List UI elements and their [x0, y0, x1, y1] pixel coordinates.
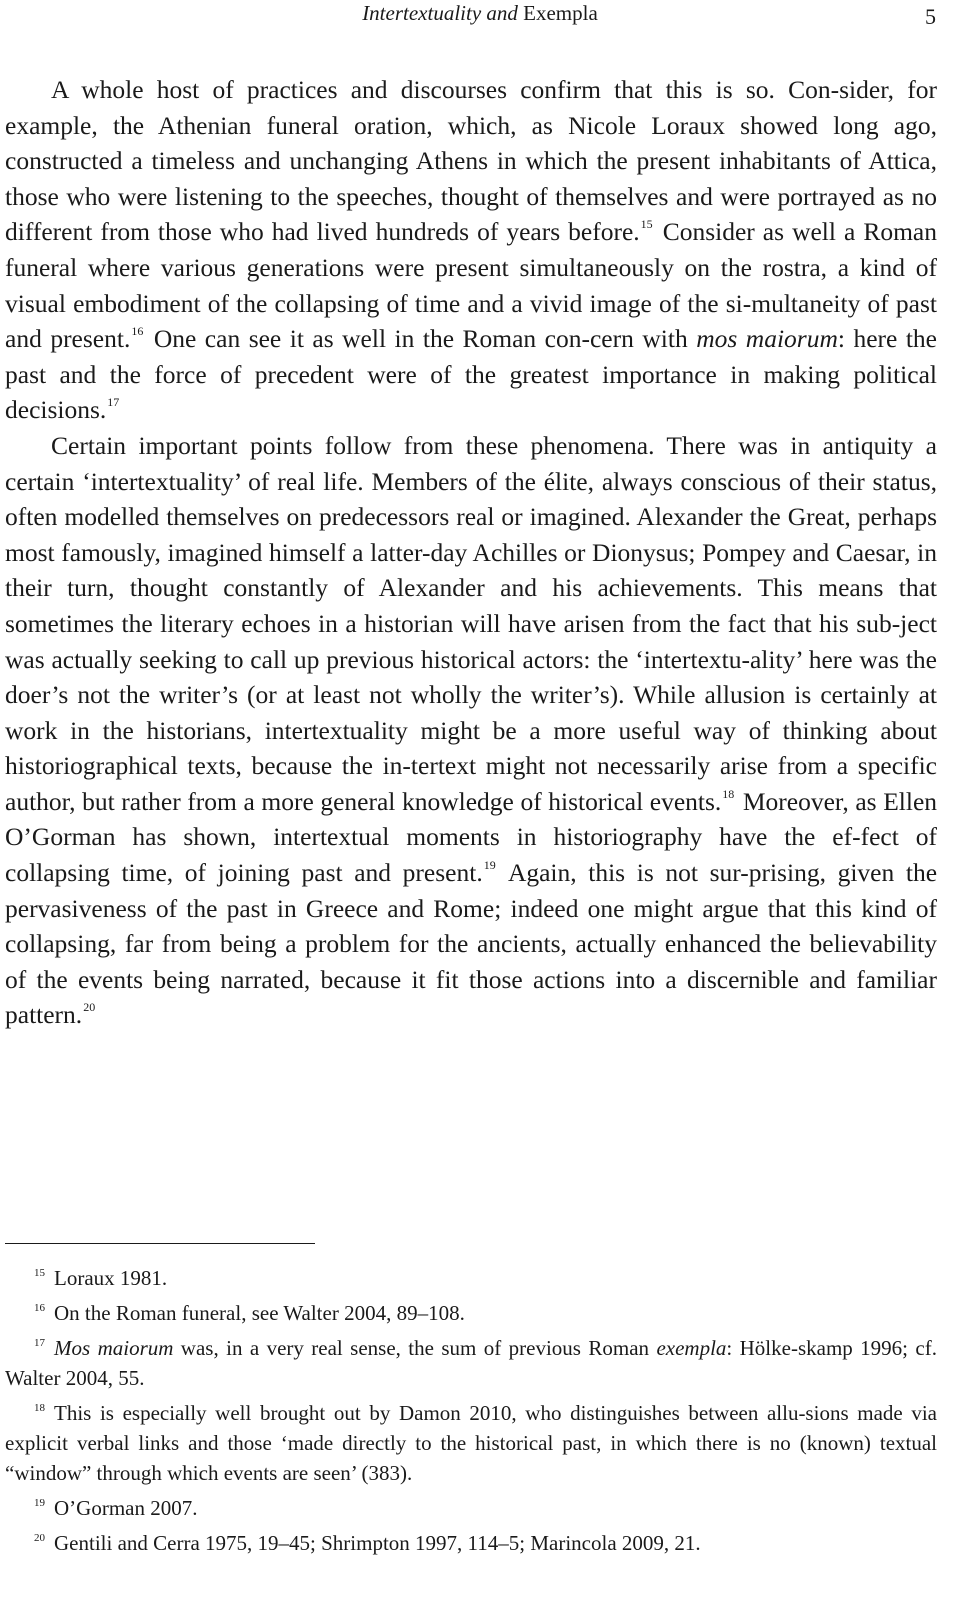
paragraph-text: Consider as well a Roman funeral where various generations were present simultaneously on the rostra, a kind of visual embodiment of the collapsing of time and a vivid image of the si-multaneity of past and present.: [5, 217, 937, 354]
running-title-roman: Exempla: [523, 1, 598, 25]
footnote-text: This is especially well brought out by Damon 2010, who distinguishes between allu-sions made via explicit verbal links and those ‘made directly to the historical past, in which there is no (known) textual “window” through which events are seen’ (383).: [5, 1401, 937, 1485]
running-head: [0, 0, 960, 29]
running-title-italic: Intertextuality and: [362, 1, 518, 25]
footnote-text: Gentili and Cerra 1975, 19–45; Shrimpton 1997, 114–5; Marincola 2009, 21.: [54, 1531, 701, 1555]
footnote-number: 20: [34, 1532, 45, 1544]
footnote-text: On the Roman funeral, see Walter 2004, 89–108.: [54, 1301, 465, 1325]
footnote-italic: exempla: [656, 1336, 727, 1360]
footnote-marker-20[interactable]: 20: [83, 1000, 96, 1015]
footnote-number: 19: [34, 1497, 45, 1509]
running-title: [0, 1, 960, 25]
footnote-number: 15: [34, 1267, 45, 1279]
footnote-text: Loraux 1981.: [54, 1266, 168, 1290]
footnote-marker-17[interactable]: 17: [107, 395, 120, 410]
footnote-19: [5, 1493, 937, 1523]
footnote-marker-19[interactable]: 19: [483, 858, 496, 873]
paragraph-text: One can see it as well in the Roman con-cern with: [153, 324, 688, 354]
footnote-text: : Hölke-skamp 1996; cf. Walter 2004, 55.: [5, 1336, 937, 1390]
paragraph-text: Moreover, as Ellen O’Gorman has shown, intertextual moments in historiography have the ef-fect of collapsing time, of joining past and present.: [5, 786, 938, 888]
footnote-separator-rule: [5, 1243, 315, 1244]
footnote-number: 17: [34, 1337, 45, 1349]
footnote-number: 16: [34, 1302, 45, 1314]
paragraph-1: [5, 72, 937, 428]
footnote-15: [5, 1263, 937, 1293]
paragraph-text: Certain important points follow from these phenomena. There was in antiquity a certain ‘intertextuality’ of real life. Members of the élite, always conscious of their status, often modelled themselves on predecessors real or imagined. Alexander the Great, perhaps most famously, imagined himself a latter-day Achilles or Dionysus; Pompey and Caesar, in their turn, thought constantly of Alexander and his achievements. This means that sometimes the literary echoes in a historian will have arisen from the fact that his sub-ject was actually seeking to call up previous historical actors: the ‘intertextu-ality’ here was the doer’s not the writer’s (or at least not wholly the writer’s). While allusion is certainly at work in the historians, intertextuality might be a more useful way of thinking about historiographical texts, because the in-tertext might not necessarily arise from a specific author, but rather from a more general knowledge of historical events.: [5, 430, 937, 816]
paragraph-text: : here the past and the force of precedent were of the greatest importance in making political decisions.: [5, 324, 937, 425]
footnote-marker-18[interactable]: 18: [722, 786, 735, 801]
footnote-text: O’Gorman 2007.: [54, 1496, 198, 1520]
footnote-text: was, in a very real sense, the sum of previous Roman: [173, 1336, 657, 1360]
paragraph-2: [5, 428, 937, 1033]
footnote-marker-16[interactable]: 16: [131, 324, 144, 339]
page-number: 5: [925, 4, 936, 29]
footnote-17: [5, 1333, 937, 1393]
paragraph-text: A whole host of practices and discourses confirm that this is so. Con-sider, for example, the Athenian funeral oration, which, as Nicole Loraux showed long ago, constructed a timeless and unchanging Athens in which the present inhabitants of Attica, those who were listening to the speeches, thought of themselves and were portrayed as no different from those who had lived hundreds of years before.: [5, 75, 937, 247]
footnote-number: 18: [34, 1402, 45, 1414]
main-text: [5, 72, 937, 1033]
paragraph-text: Again, this is not sur-prising, given the pervasiveness of the past in Greece and Rome; indeed one might argue that this kind of collapsing, far from being a problem for the ancients, actually enhanced the believability of the events being narrated, because it fit those actions into a discernible and familiar pattern.: [5, 858, 938, 1030]
footnote-marker-15[interactable]: 15: [640, 217, 653, 232]
footnote-italic: Mos maiorum: [54, 1336, 174, 1360]
footnote-20: [5, 1528, 937, 1558]
footnotes: [5, 1263, 937, 1563]
footnote-16: [5, 1298, 937, 1328]
italic-term-mos-maiorum: mos maiorum: [696, 324, 838, 354]
footnote-18: [5, 1398, 937, 1488]
